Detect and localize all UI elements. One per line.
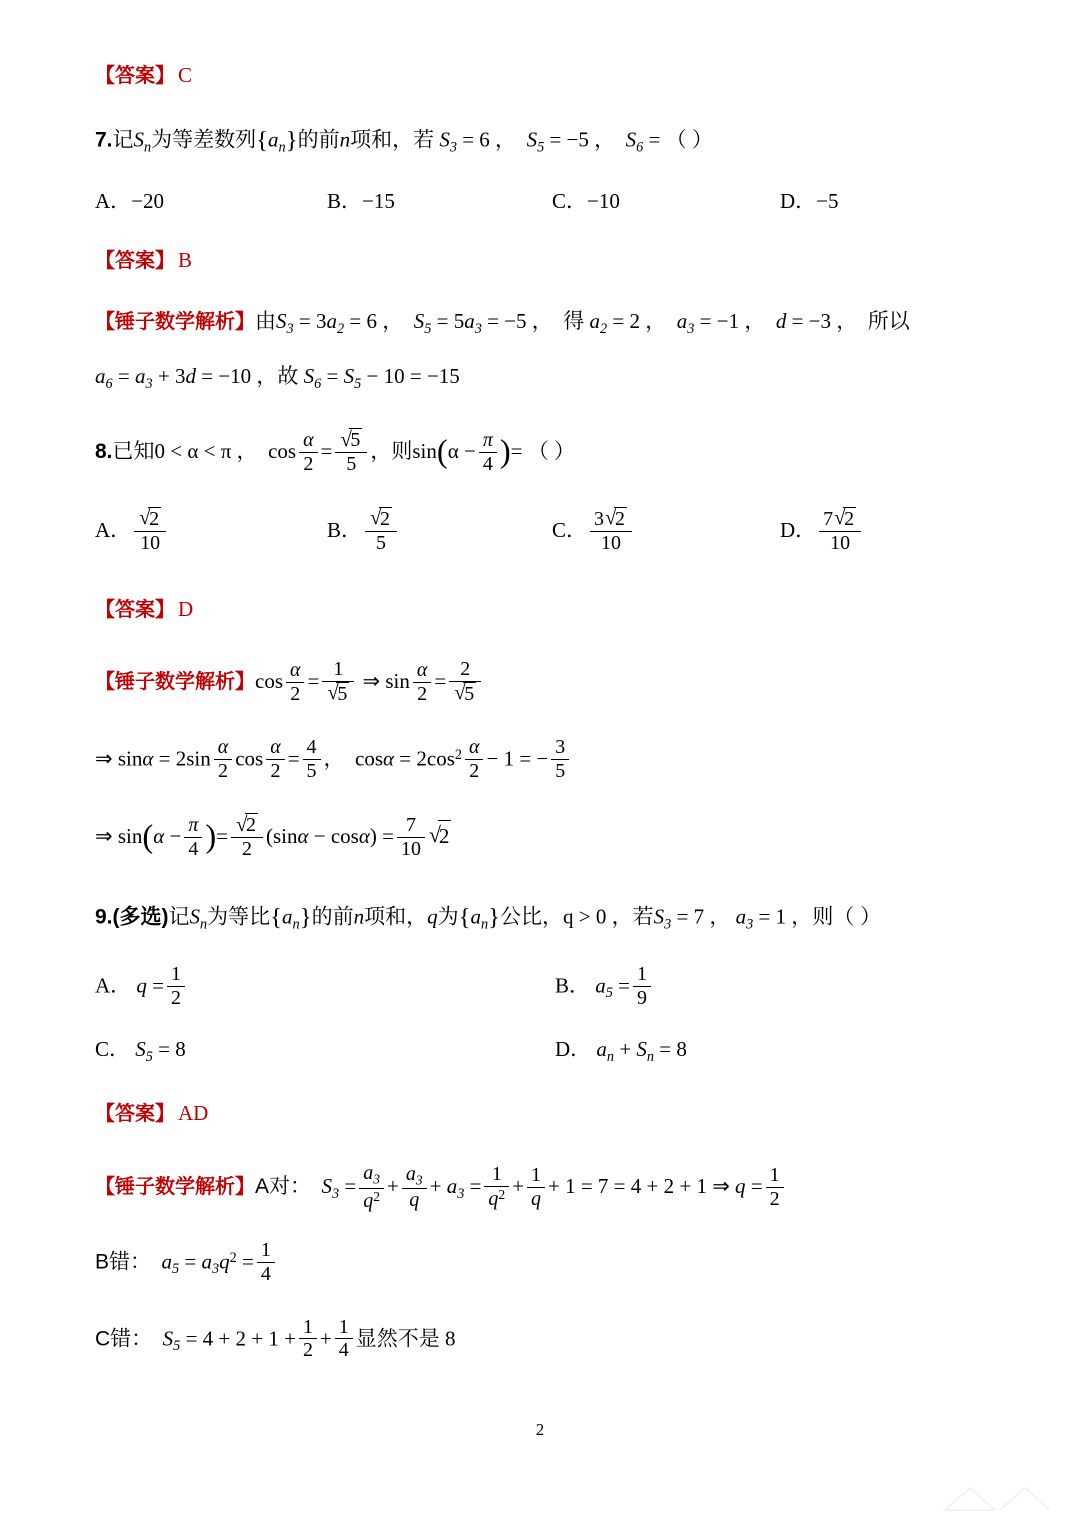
answer-block-7 <box>95 245 995 277</box>
question-7-options <box>95 185 975 215</box>
q7-s5: S <box>526 126 538 151</box>
q9-multi-tag: (多选) <box>112 905 169 928</box>
question-8-number: 8. <box>95 440 113 464</box>
q7-option-A[interactable] <box>95 185 327 215</box>
q7-option-A-value: −20 <box>131 188 165 213</box>
a9-A-pre: A对： <box>255 1175 312 1199</box>
q7-option-D-label: D． <box>780 188 817 213</box>
q9-seq-sub: n <box>292 915 300 932</box>
q7-option-C-label: C． <box>552 188 588 213</box>
q7-text-2: 为等差数列 <box>151 127 257 151</box>
q7-option-B-value: −15 <box>362 188 395 213</box>
answer-value-9: AD <box>178 1100 209 1125</box>
q7-option-D-value: −5 <box>816 188 839 213</box>
q9-option-B[interactable]: B． $a_5$ = $\frac{1}{9}$ <box>555 964 654 1011</box>
q8-option-D-den: 10 <box>819 531 861 555</box>
q8-rhs: √ $\frac{5}{5}$ <box>335 428 367 476</box>
q9-text-4: 项和， <box>364 905 428 928</box>
q8-option-C-den: 10 <box>590 531 632 555</box>
q7-eq2: = −5 ， <box>544 126 616 151</box>
q7-seq-sub: n <box>278 138 286 155</box>
q9-text-6: 公比， <box>500 905 563 928</box>
q9-text-7: 若 <box>632 905 654 928</box>
analysis-9-line-C: C错： $S_5 = 4 + 2 + 1$ + $\frac{1}{2}$ + $\frac{1}{4}$ 显然不是 8 <box>95 1315 456 1362</box>
answer-block-6 <box>95 60 995 92</box>
q9-option-D-value: = 8 <box>659 1036 687 1061</box>
q9-sn-sub: n <box>200 915 208 932</box>
q8-inner: α − <box>447 439 476 464</box>
q9-text-5: 为 <box>437 905 459 928</box>
q9-n: n <box>353 904 365 928</box>
q9-seq: a <box>282 904 293 928</box>
answer-value-6: C <box>178 63 193 87</box>
q9-text-8: 则（ ） <box>812 905 882 928</box>
q9-seq2: a <box>470 904 481 928</box>
q8-option-A-label: A． <box>95 517 132 542</box>
q9-option-B-label: B． <box>555 973 591 998</box>
question-9-stem: 9.(多选)记$S_n$为等比$\{a_n\}$的前n项和，q为$\{a_n\}$公比，q > 0 ，若$S_3 = 7$ ， $a_3 = 1$ ，则（ ） <box>95 903 882 932</box>
question-8-options <box>95 508 975 556</box>
q7-s6-sub: 6 <box>636 138 644 155</box>
analysis-7-line-2: $a_6 = a_3 + 3d = -10$ ，故 $S_6 = S_5 - 10 = -15$ <box>95 363 460 392</box>
q7-option-C[interactable] <box>552 185 780 215</box>
q8-option-C[interactable]: C． $\frac{3 √ 2}{10}$ <box>552 508 780 556</box>
a9-C-pre: C错： <box>95 1326 153 1350</box>
a7-pre: 由 <box>255 310 276 334</box>
answer-value-7: B <box>178 247 193 272</box>
q8-tail: = （ ） <box>510 439 575 464</box>
analysis-label: 【锤子数学解析】 <box>95 1176 255 1199</box>
analysis-7-line-1: 【锤子数学解析】由$S_3 = 3a_2 = 6$ ， $S_5 = 5a_3 = -5$ ， 得 $a_2 = 2$ ， $a_3 = -1$ ， d = −3 ， 所以 <box>95 309 910 338</box>
q9-seq2-sub: n <box>480 915 489 932</box>
question-7-number: 7. <box>95 127 113 151</box>
q9-option-A-var: q <box>136 973 147 998</box>
q8-option-A-den: 10 <box>134 531 166 555</box>
analysis-8-line-3: ⇒ sin(α − $\frac{\pi}{4}$ )= √ $\frac{2}{2}$ (sinα − cosα) = $\frac{7}{10}$ √ 2 <box>95 814 995 863</box>
q9-a3-eq: = 1 ， <box>753 904 813 928</box>
question-8-stem: 8.已知0 < α < π ， cos $\frac{\alpha}{2}$ = √ $\frac{5}{5}$ ，则sin(α − $\frac{\pi}{4}$ )= （ ） <box>95 429 995 478</box>
q7-text-3: 的前 <box>297 127 340 151</box>
q8-option-B-den: 5 <box>365 531 397 555</box>
q9-option-C[interactable] <box>95 1033 555 1066</box>
q9-option-B-den: 9 <box>633 986 651 1010</box>
q9-q: q <box>427 904 438 928</box>
analysis-label: 【锤子数学解析】 <box>95 670 255 693</box>
q8-cos: cos <box>268 439 297 464</box>
answer-label: 【答案】 <box>95 1102 175 1125</box>
answer-label: 【答案】 <box>95 249 175 272</box>
q9-option-C-var: S <box>135 1036 146 1061</box>
q8-option-B-label: B． <box>327 517 363 542</box>
q9-option-C-value: = 8 <box>158 1036 186 1061</box>
q7-s5-sub: 5 <box>537 138 545 155</box>
q9-text-1: 记 <box>168 905 190 928</box>
q8-option-B[interactable] <box>327 508 552 556</box>
q8-option-A[interactable] <box>95 508 327 556</box>
q7-s3: S <box>439 126 450 151</box>
q9-option-A-den: 2 <box>167 986 185 1010</box>
q8-option-B-num: 2 <box>380 507 390 530</box>
answer-block-8 <box>95 594 995 626</box>
q7-option-D[interactable] <box>780 185 839 215</box>
analysis-label: 【锤子数学解析】 <box>95 311 255 334</box>
q8-option-A-num: 2 <box>149 507 160 530</box>
q9-text-2: 为等比 <box>207 905 271 928</box>
q9-option-D-sub: n <box>606 1048 615 1065</box>
q8-condition: 0 < α < π ， <box>154 439 258 464</box>
analysis-8-line-2: ⇒ sinα = 2sin $\frac{\alpha}{2}$ cos $\frac{\alpha}{2}$ = $\frac{4}{5}$ ， $\cos\alpha = 2\cos^2$ $\frac{\alpha}{2}$ − 1 = − $\frac{3}{5}$ <box>95 737 995 784</box>
q7-eq1: = 6 ， <box>456 126 517 151</box>
q9-s3-sub: 3 <box>664 915 672 932</box>
analysis-8-line-1: 【锤子数学解析】cos $\frac{\alpha}{2}$ = 1 √ 5 ⇒ sin $\frac{\alpha}{2}$ = 2 √ 5 <box>95 659 995 707</box>
page-content <box>95 60 995 1363</box>
q9-sn: S <box>189 904 201 928</box>
q9-option-B-sub: 5 <box>605 985 613 1002</box>
q9-option-D-label: D． <box>555 1036 592 1061</box>
q9-option-A-label: A． <box>95 973 132 998</box>
q7-sn-sub: n <box>144 138 152 155</box>
q9-option-B-num: 1 <box>637 962 647 985</box>
q7-s6: S <box>625 126 637 151</box>
q7-s3-sub: 3 <box>449 138 457 155</box>
q9-option-C-sub: 5 <box>145 1048 153 1065</box>
q7-option-B[interactable] <box>327 185 552 215</box>
question-7-stem: 7.记$S_n$为等差数列$\{a_n\}$的前n项和，若 $S_3 = 6$ ， $S_5 = -5$ ， $S_6$ = （ ） <box>95 126 713 155</box>
q8-option-D-label: D． <box>780 517 817 542</box>
q9-option-A[interactable]: A． q = $\frac{1}{2}$ <box>95 964 555 1011</box>
q7-seq: a <box>268 126 279 151</box>
q9-option-D[interactable]: D． $a_n + S_n = 8$ <box>555 1036 687 1065</box>
q8-text-2: ，则 <box>370 440 413 464</box>
q8-cos-arg: $\frac{\alpha}{2}$ <box>299 429 317 476</box>
answer-label: 【答案】 <box>95 65 175 87</box>
q9-option-D-var: a <box>596 1036 607 1061</box>
analysis-9-line-B: B错： $a_5 = a_3q^2$ = $\frac{1}{4}$ <box>95 1240 995 1287</box>
q9-text-3: 的前 <box>311 905 354 928</box>
question-9-number: 9. <box>95 905 113 928</box>
q7-option-C-value: −10 <box>587 188 620 213</box>
q9-a3-sub: 3 <box>746 915 754 932</box>
q9-qgt: q > 0 ， <box>563 904 633 928</box>
a9-B-pre: B错： <box>95 1249 152 1273</box>
watermark-logo <box>940 1480 1060 1520</box>
q7-option-B-label: B． <box>327 188 363 213</box>
q9-s3-eq: = 7 ， <box>671 904 731 928</box>
q7-sn: S <box>133 126 145 151</box>
answer-block-9 <box>95 1098 995 1130</box>
q7-text-1: 记 <box>112 127 134 151</box>
q9-option-C-label: C． <box>95 1036 131 1061</box>
q8-option-C-label: C． <box>552 517 588 542</box>
answer-value-8: D <box>178 596 194 621</box>
q9-s3: S <box>653 904 665 928</box>
analysis-9-line-A: 【锤子数学解析】A对： $S_3$ = $\frac{a_3}{q^2}$ + $\frac{a_3}{q}$ + $a_3$ = $\frac{1}{q^2}$ + $\frac{1}{q}$ + 1 = 7 = 4 + 2 + 1 ⇒ q = $\frac{1}{2}$ <box>95 1163 995 1213</box>
page-number: 2 <box>535 1420 545 1439</box>
q7-eq3: = （ ） <box>643 126 713 151</box>
q9-a3: a <box>735 904 747 928</box>
q9-option-B-var: a <box>595 973 606 998</box>
q7-text-4: 项和，若 <box>350 127 435 151</box>
q8-pi-frac: $\frac{\pi}{4}$ <box>479 429 497 476</box>
q7-option-A-label: A． <box>95 188 132 213</box>
q8-sin: sin <box>412 439 437 464</box>
q8-text-1: 已知 <box>112 440 155 464</box>
question-9-options-row-2 <box>95 1033 855 1066</box>
q8-option-D[interactable]: D． $\frac{7 √ 2}{10}$ <box>780 508 864 556</box>
q8-eq: = <box>320 439 333 464</box>
q9-option-A-num: 1 <box>171 962 181 985</box>
question-9-options-row-1 <box>95 964 855 1011</box>
q7-n: n <box>339 126 351 151</box>
answer-label: 【答案】 <box>95 598 175 621</box>
